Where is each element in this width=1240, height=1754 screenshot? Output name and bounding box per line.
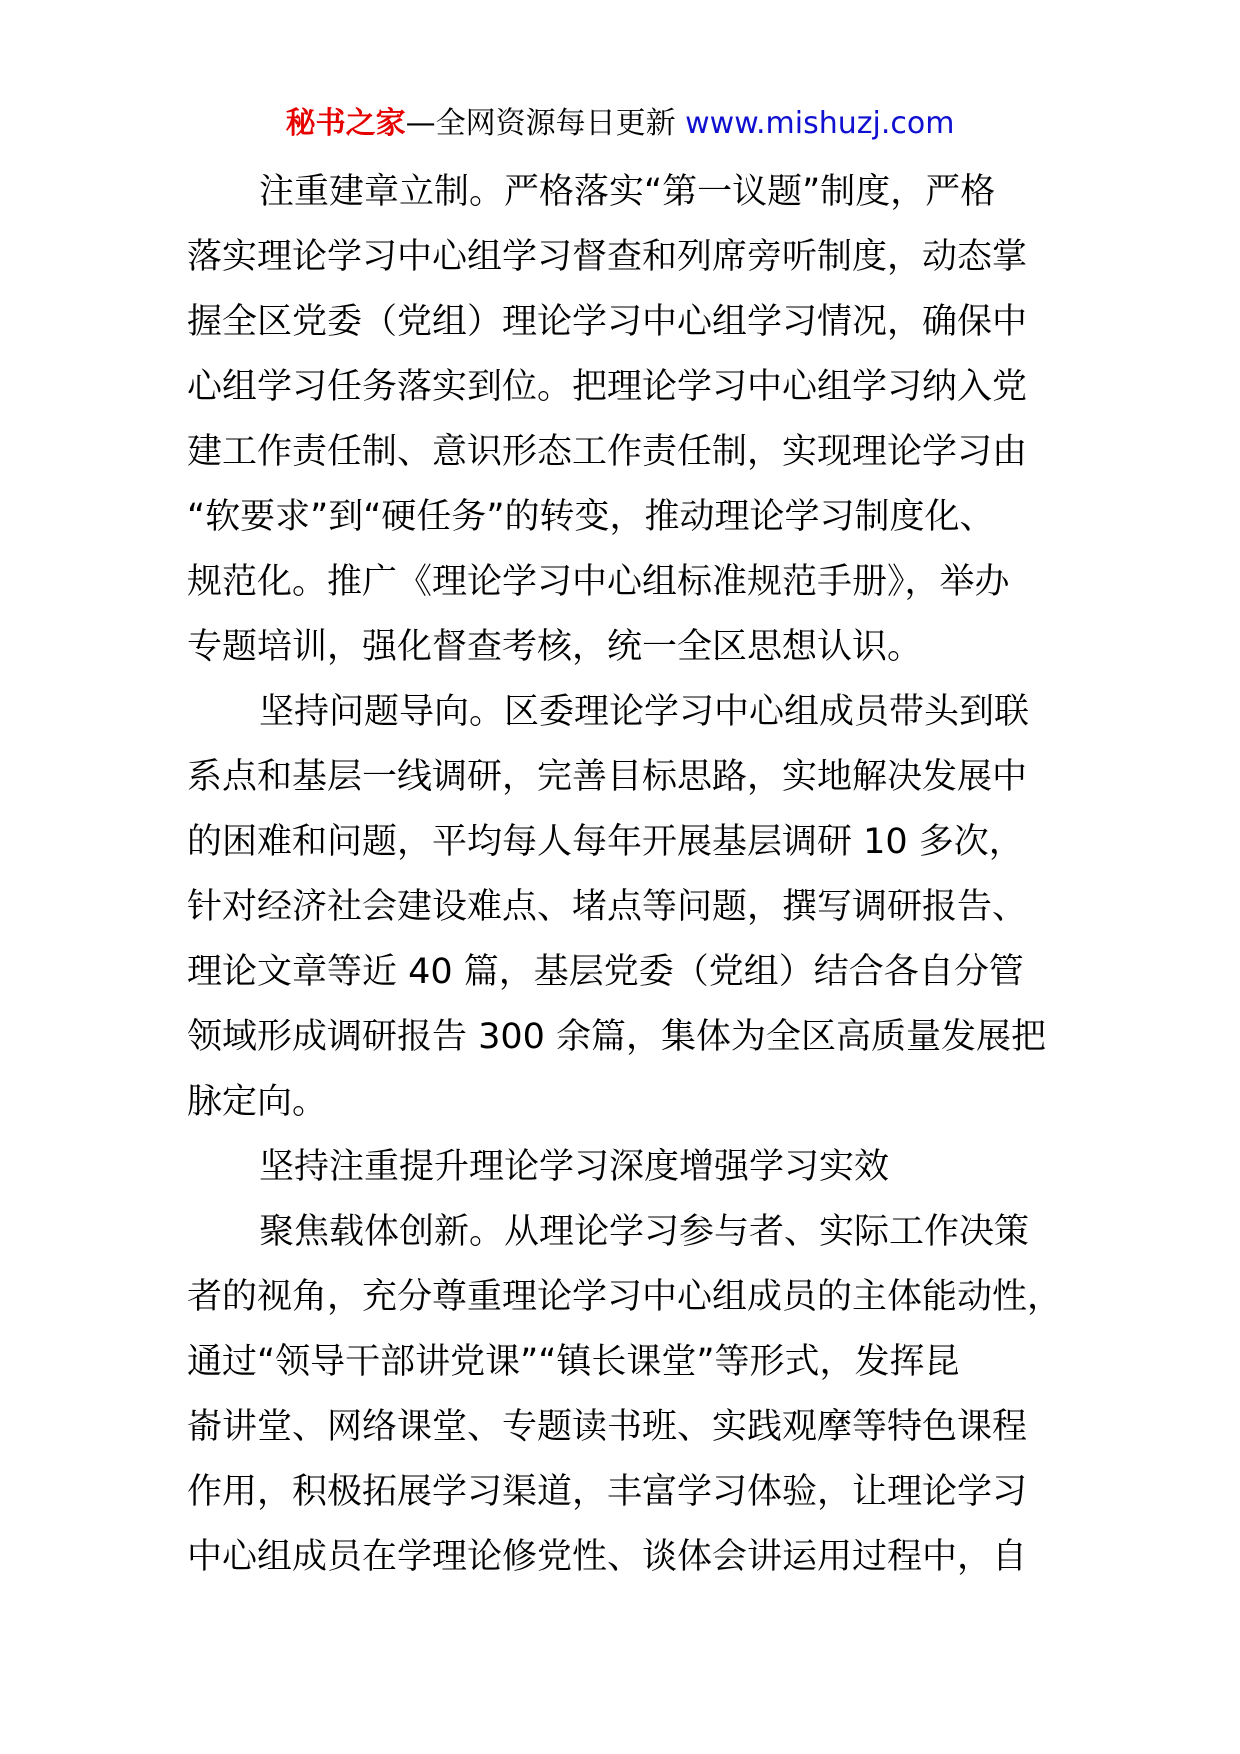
text-line: 嵛讲堂、网络课堂、专题读书班、实践观摩等特色课程 [187, 1407, 1028, 1447]
text-line: 坚持问题导向。区委理论学习中心组成员带头到联 [259, 692, 1030, 732]
text-line: “软要求”到“硬任务”的转变，推动理论学习制度化、 [187, 497, 995, 537]
text-line: 建工作责任制、意识形态工作责任制，实现理论学习由 [187, 432, 1028, 472]
site-url-link[interactable]: www.mishuzj.com [685, 106, 955, 141]
text-line: 脉定向。 [187, 1082, 328, 1122]
text-line: 注重建章立制。严格落实“第一议题”制度，严格 [259, 172, 996, 212]
brand-name: 秘书之家 [285, 106, 406, 141]
site-header [0, 104, 1240, 144]
text-line: 坚持注重提升理论学习深度增强学习实效 [259, 1147, 890, 1187]
document-body [187, 160, 1087, 1590]
text-line: 理论文章等近 40 篇，基层党委（党组）结合各自分管 [187, 952, 1024, 992]
text-line: 作用，积极拓展学习渠道，丰富学习体验，让理论学习 [187, 1472, 1028, 1512]
text-line: 聚焦载体创新。从理论学习参与者、实际工作决策 [259, 1212, 1030, 1252]
text-line: 专题培训，强化督查考核，统一全区思想认识。 [187, 627, 923, 667]
text-line: 握全区党委（党组）理论学习中心组学习情况，确保中 [187, 302, 1028, 342]
text-line: 心组学习任务落实到位。把理论学习中心组学习纳入党 [187, 367, 1028, 407]
text-line: 者的视角，充分尊重理论学习中心组成员的主体能动性， [187, 1277, 1063, 1317]
text-line: 的困难和问题，平均每人每年开展基层调研 10 多次， [187, 822, 1024, 862]
text-line: 系点和基层一线调研，完善目标思路，实地解决发展中 [187, 757, 1028, 797]
text-line: 针对经济社会建设难点、堵点等问题，撰写调研报告、 [187, 887, 1028, 927]
text-line: 领域形成调研报告 300 余篇，集体为全区高质量发展把 [187, 1017, 1047, 1057]
text-line: 规范化。推广《理论学习中心组标准规范手册》，举办 [187, 562, 1010, 602]
text-line: 通过“领导干部讲党课”“镇长课堂”等形式，发挥昆 [187, 1342, 960, 1382]
text-line: 中心组成员在学理论修党性、谈体会讲运用过程中，自 [187, 1537, 1028, 1577]
header-tagline: —全网资源每日更新 [405, 106, 686, 141]
text-line: 落实理论学习中心组学习督查和列席旁听制度，动态掌 [187, 237, 1028, 277]
